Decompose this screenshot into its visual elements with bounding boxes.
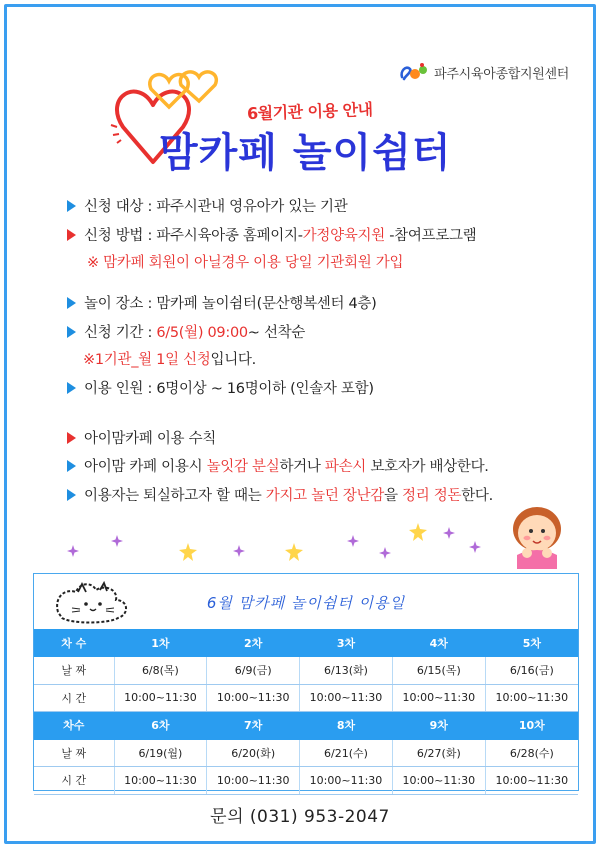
table-cell: 10:00~11:30: [485, 684, 578, 712]
table-cell: 시 간: [34, 684, 114, 712]
table-cell: 7차: [207, 712, 300, 740]
info-limit-note: [83, 348, 256, 369]
bullet-triangle-icon: [67, 326, 76, 338]
table-row: [34, 739, 578, 767]
rule1-post: 보호자가 배상한다.: [366, 459, 489, 475]
rules-heading-text: 아이맘카페 이용 수칙: [84, 431, 216, 447]
bullet-triangle-icon: [67, 489, 76, 501]
bullet-triangle-icon: [67, 460, 76, 472]
info-place: [67, 292, 377, 313]
table-cell: 10:00~11:30: [207, 767, 300, 795]
table-cell: 4차: [392, 629, 485, 657]
table-cell: 10:00~11:30: [114, 767, 207, 795]
logo-text: 파주시육아종합지원센터: [434, 66, 569, 82]
rule2-highlight-1: 가지고 놀던 장난감: [265, 488, 385, 504]
star-icon: [67, 545, 79, 557]
rule1-pre: 아이맘 카페 이용시: [84, 459, 207, 475]
bullet-triangle-icon: [67, 297, 76, 309]
info-method-post: -참여프로그램: [384, 228, 477, 244]
limit-pre: ※1기관_월: [83, 352, 157, 368]
rule1-highlight-2: 파손시: [324, 459, 367, 475]
table-cell: 날 짜: [34, 657, 114, 685]
info-method: [67, 224, 476, 245]
table-cell: 10:00~11:30: [392, 767, 485, 795]
schedule-table: [34, 629, 578, 795]
star-icon: [111, 535, 123, 547]
table-cell: 6/16(금): [485, 657, 578, 685]
table-cell: 6차: [114, 712, 207, 740]
child-illustration-icon: [507, 499, 567, 569]
bullet-triangle-icon: [67, 229, 76, 241]
table-cell: 9차: [392, 712, 485, 740]
table-cell: 차 수: [34, 629, 114, 657]
table-cell: 3차: [300, 629, 393, 657]
table-cell: 차수: [34, 712, 114, 740]
table-row: [34, 657, 578, 685]
limit-highlight: 1일 신청: [156, 352, 211, 368]
rule1-mid: 하거나: [279, 459, 325, 475]
table-cell: 10:00~11:30: [114, 684, 207, 712]
info-period-value: 6/5(월) 09:00: [156, 325, 248, 341]
table-header-row: [34, 712, 578, 740]
table-cell: 6/15(목): [392, 657, 485, 685]
info-method-text: 신청 방법 : 파주시육아종 홈페이지-: [84, 228, 303, 244]
table-row: [34, 684, 578, 712]
poster-frame: [4, 4, 596, 844]
bullet-triangle-icon: [67, 382, 76, 394]
star-icon: [179, 543, 197, 561]
star-icon: [347, 535, 359, 547]
rule2-mid: 을: [384, 488, 403, 504]
poster-subtitle: 6월기관 이용 안내: [246, 99, 373, 124]
table-cell: 6/9(금): [207, 657, 300, 685]
table-cell: 8차: [300, 712, 393, 740]
table-cell: 5차: [485, 629, 578, 657]
table-cell: 10차: [485, 712, 578, 740]
table-cell: 10:00~11:30: [300, 767, 393, 795]
table-cell: 6/13(화): [300, 657, 393, 685]
info-method-note: [87, 251, 403, 272]
info-capacity-text: 이용 인원 : 6명이상 ~ 16명이하 (인솔자 포함): [84, 381, 374, 397]
table-cell: 1차: [114, 629, 207, 657]
rule2-post: 한다.: [461, 488, 493, 504]
rule1-highlight-1: 놀잇감 분실: [206, 459, 280, 475]
info-method-highlight: 가정양육지원: [302, 228, 385, 244]
star-icon: [409, 523, 427, 541]
poster-title: 맘카페 놀이쉼터: [159, 130, 452, 176]
table-cell: 10:00~11:30: [207, 684, 300, 712]
info-period-post: ~ 선착순: [247, 325, 306, 341]
table-cell: 6/20(화): [207, 739, 300, 767]
star-icon: [233, 545, 245, 557]
table-cell: 6/21(수): [300, 739, 393, 767]
table-header-row: [34, 629, 578, 657]
table-row: [34, 767, 578, 795]
schedule-box: [33, 573, 579, 791]
star-icon: [443, 527, 455, 539]
table-cell: 6/27(화): [392, 739, 485, 767]
rule2-highlight-2: 정리 정돈: [402, 488, 462, 504]
info-capacity: [67, 377, 374, 398]
method-note-text: ※ 맘카페 회원이 아닐경우 이용 당일 기관회원 가입: [87, 255, 404, 271]
table-cell: 6/19(월): [114, 739, 207, 767]
table-cell: 2차: [207, 629, 300, 657]
limit-post: 입니다.: [210, 352, 256, 368]
table-cell: 날 짜: [34, 739, 114, 767]
schedule-title: 6월 맘카페 놀이쉼터 이용일: [206, 594, 406, 612]
info-target: [67, 195, 347, 216]
bullet-triangle-icon: [67, 432, 76, 444]
bullet-triangle-icon: [67, 200, 76, 212]
table-cell: 10:00~11:30: [300, 684, 393, 712]
schedule-header: [34, 574, 578, 629]
table-cell: 10:00~11:30: [392, 684, 485, 712]
table-cell: 6/8(목): [114, 657, 207, 685]
star-icon: [285, 543, 303, 561]
table-cell: 10:00~11:30: [485, 767, 578, 795]
rules-heading: [67, 427, 216, 448]
table-cell: 시 간: [34, 767, 114, 795]
info-place-text: 놀이 장소 : 맘카페 놀이쉼터(문산행복센터 4층): [84, 296, 377, 312]
info-period: [67, 321, 305, 342]
logo-mark-icon: [398, 61, 428, 83]
rule2-pre: 이용자는 퇴실하고자 할 때는: [84, 488, 266, 504]
rule-2: [67, 484, 493, 505]
contact-info: 문의 (031) 953-2047: [210, 807, 390, 827]
table-cell: 6/28(수): [485, 739, 578, 767]
star-icon: [379, 547, 391, 559]
info-target-text: 신청 대상 : 파주시관내 영유아가 있는 기관: [84, 199, 348, 215]
rule-1: [67, 455, 489, 476]
info-period-label: 신청 기간 :: [84, 325, 157, 341]
center-logo: [398, 61, 569, 83]
star-icon: [469, 541, 481, 553]
